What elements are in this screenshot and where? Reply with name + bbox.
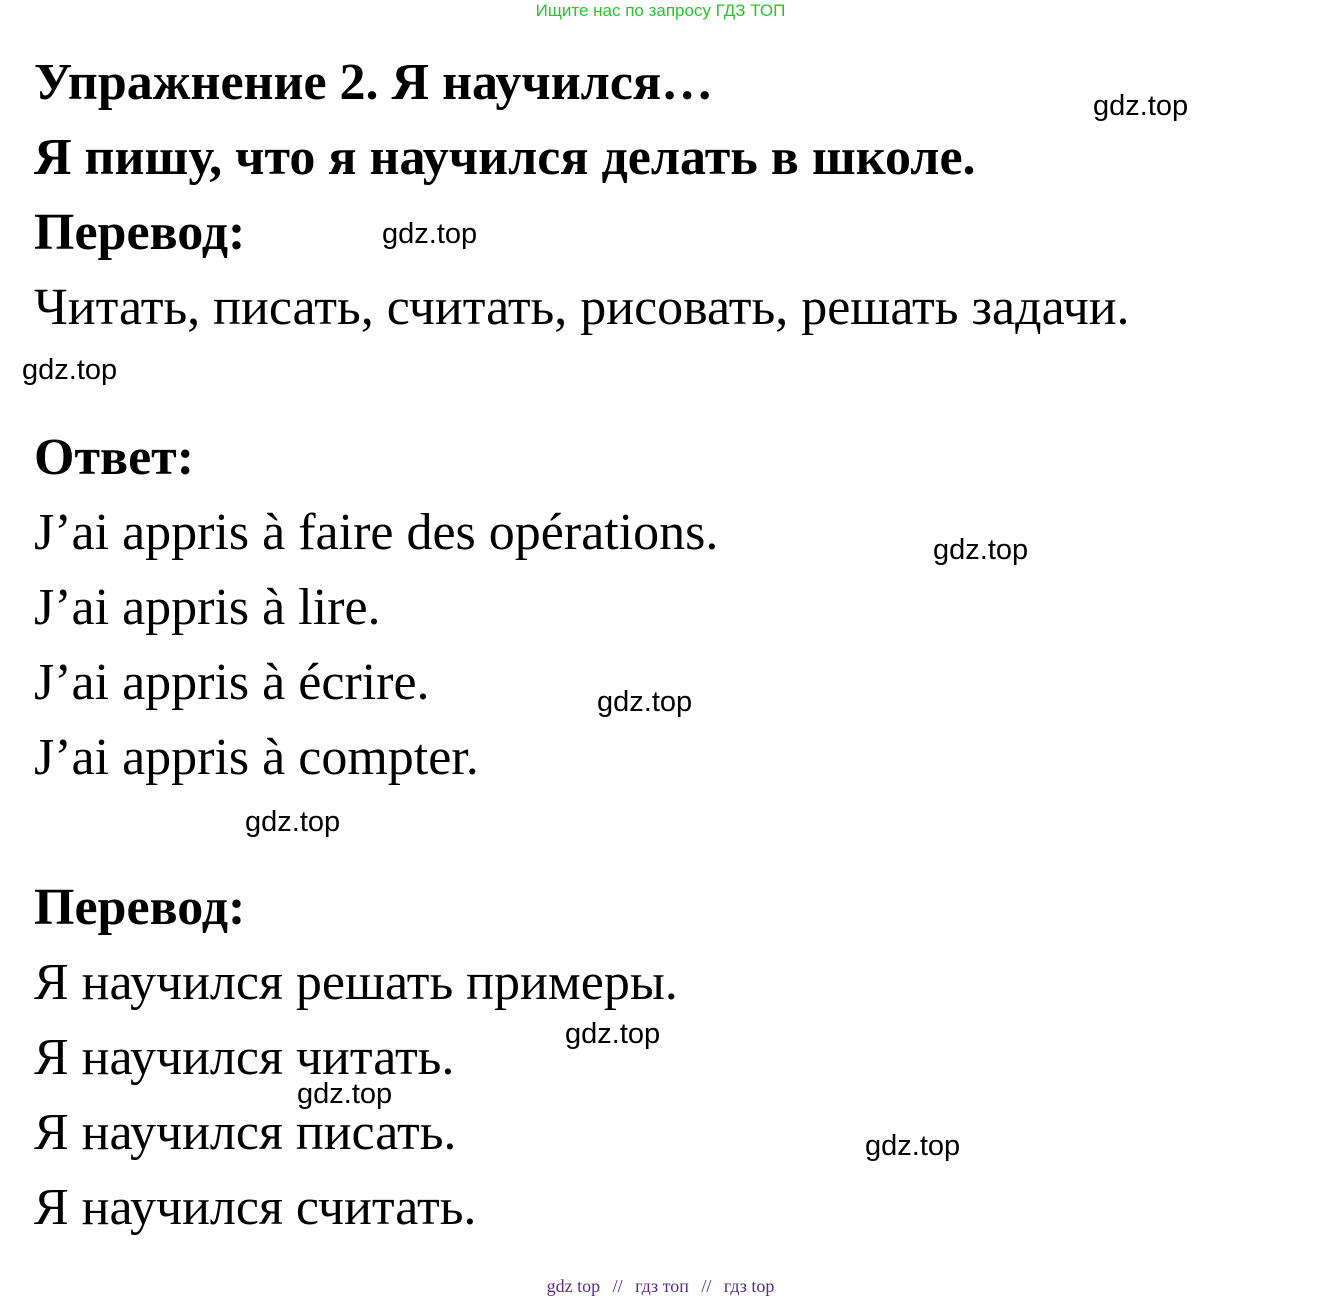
exercise-title: Упражнение 2. Я научился… bbox=[34, 54, 714, 111]
footer-link[interactable]: гдз top bbox=[723, 1276, 775, 1296]
footer-link[interactable]: gdz top bbox=[546, 1276, 601, 1296]
footer-link[interactable]: гдз топ bbox=[635, 1276, 689, 1296]
footer-links bbox=[0, 1276, 1321, 1297]
watermark: gdz.top bbox=[865, 1130, 961, 1162]
answer-line: J’ai appris à faire des opérations. bbox=[34, 504, 719, 561]
watermark: gdz.top bbox=[22, 354, 118, 386]
watermark: gdz.top bbox=[597, 686, 693, 718]
footer-separator: // bbox=[701, 1276, 712, 1296]
exercise-task: Я пишу, что я научился делать в школе. bbox=[34, 129, 976, 186]
translation-label: Перевод: bbox=[34, 204, 246, 261]
watermark: gdz.top bbox=[1093, 90, 1189, 122]
answer-line: J’ai appris à lire. bbox=[34, 579, 381, 636]
watermark: gdz.top bbox=[565, 1018, 661, 1050]
answer-translation-line: Я научился писать. bbox=[34, 1104, 457, 1161]
watermark: gdz.top bbox=[382, 218, 478, 250]
footer-separator: // bbox=[612, 1276, 623, 1296]
answer-line: J’ai appris à compter. bbox=[34, 729, 479, 786]
watermark: gdz.top bbox=[297, 1078, 393, 1110]
answer-label: Ответ: bbox=[34, 429, 195, 486]
top-banner: Ищите нас по запросу ГДЗ ТОП bbox=[535, 1, 786, 20]
watermark: gdz.top bbox=[933, 534, 1029, 566]
answer-translation-line: Я научился читать. bbox=[34, 1029, 455, 1086]
answer-translation-line: Я научился решать примеры. bbox=[34, 954, 678, 1011]
watermark: gdz.top bbox=[245, 806, 341, 838]
answer-translation-label: Перевод: bbox=[34, 879, 246, 936]
translation-text: Читать, писать, считать, рисовать, решать задачи. bbox=[34, 279, 1130, 336]
answer-line: J’ai appris à écrire. bbox=[34, 654, 430, 711]
answer-translation-line: Я научился считать. bbox=[34, 1179, 477, 1236]
